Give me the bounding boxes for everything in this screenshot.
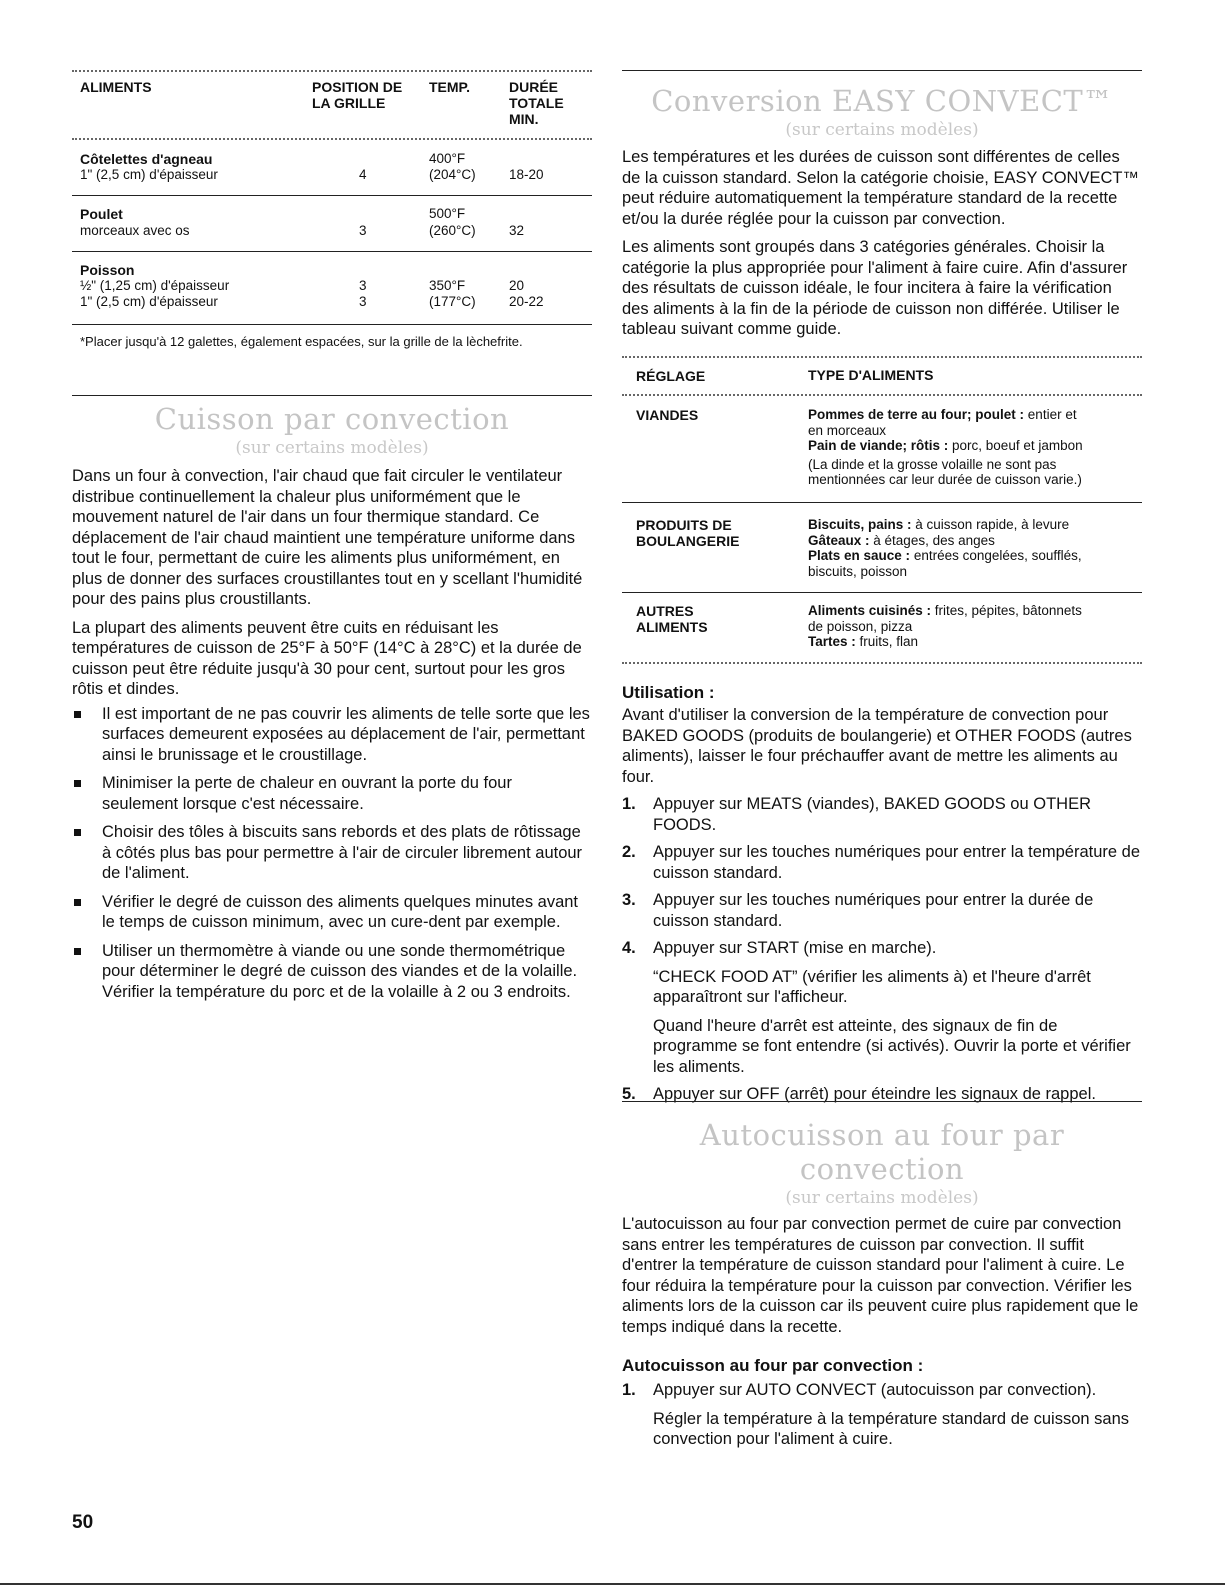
convection-section [72, 402, 592, 1002]
viandes-line3: porc, boeuf et jambon [948, 438, 1083, 453]
utilisation-steps [622, 794, 1142, 1105]
convection-para2: La plupart des aliments peuvent être cuits en réduisant les températures de cuisson de 25°F à 50°F (14°C à 28°C) et la durée de cuisson peut être réduite jusqu'à 30 pour cent, surtout pour les gros rôtis et dindes. [72, 618, 582, 698]
row-name: Poisson [80, 262, 135, 278]
category-autres [636, 603, 708, 635]
list-item [72, 892, 592, 933]
auto-convect-heading: Autocuisson au four par convection : [622, 1356, 924, 1375]
row-temp-c: (177°C) [429, 294, 476, 309]
row-position: 3 [359, 223, 367, 238]
table-top-rule [622, 356, 1142, 358]
easy-convect-section [622, 84, 1142, 340]
viandes-desc [808, 407, 1148, 488]
autres-line1: frites, pépites, bâtonnets [931, 603, 1082, 618]
header-rule [72, 138, 592, 140]
list-item [622, 890, 1142, 931]
step-number: 5. [622, 1085, 636, 1103]
category-produits [636, 517, 739, 549]
autres-cat-line1: AUTRES [636, 603, 694, 619]
produits-cat-line1: PRODUITS DE [636, 517, 732, 533]
list-item [72, 704, 592, 766]
row-name: Poulet [80, 206, 123, 222]
section-rule [72, 395, 592, 396]
row-position: 4 [359, 167, 367, 182]
bullet-icon [74, 711, 81, 718]
row-divider [72, 324, 592, 325]
step-text: Appuyer sur AUTO CONVECT (autocuisson par convection). [653, 1381, 1097, 1399]
produits-line3-bold: Plats en sauce : [808, 548, 911, 563]
page-number: 50 [72, 1512, 94, 1533]
autres-desc [808, 603, 1148, 650]
autres-cat-line2: ALIMENTS [636, 619, 708, 635]
step-number: 1. [622, 795, 636, 813]
viandes-line2: en morceaux [808, 422, 887, 438]
list-item [72, 941, 592, 1003]
viandes-line5: mentionnées car leur durée de cuisson varie.) [808, 472, 1082, 487]
row-divider [622, 502, 1142, 503]
header-reglage: RÉGLAGE [636, 368, 706, 384]
row-duree: 18-20 [509, 167, 544, 182]
easy-convect-title: Conversion EASY CONVECT™ [651, 84, 1113, 118]
autres-line3-bold: Tartes : [808, 634, 856, 649]
viandes-line1: entier et [1024, 407, 1077, 422]
header-position-2: LA GRILLE [312, 95, 386, 111]
bullet-text: Vérifier le degré de cuisson des aliments quelques minutes avant le temps de cuisson minimum, avec un cure-dent par exemple. [102, 892, 579, 931]
step-note: Quand l'heure d'arrêt est atteinte, des signaux de fin de programme se font entendre (si activés). Ouvrir la porte et vérifier les aliments. [653, 1016, 1131, 1076]
produits-cat-line2: BOULANGERIE [636, 533, 740, 549]
row-name: Côtelettes d'agneau [80, 151, 213, 167]
header-rule [622, 394, 1142, 396]
row-divider [72, 195, 592, 196]
viandes-line3-bold: Pain de viande; rôtis : [808, 438, 949, 453]
step-text: Appuyer sur les touches numériques pour entrer la durée de cuisson standard. [653, 891, 1094, 930]
list-item [622, 1380, 1142, 1450]
header-aliments: ALIMENTS [80, 79, 152, 95]
step-text: Appuyer sur OFF (arrêt) pour éteindre les signaux de rappel. [653, 1085, 1096, 1103]
header-position-1: POSITION DE [312, 79, 403, 95]
autres-line3: fruits, flan [855, 634, 919, 649]
table-bottom-rule [622, 662, 1142, 664]
autres-line1-bold: Aliments cuisinés : [808, 603, 932, 618]
step-note: Régler la température à la température standard de cuisson sans convection pour l'aliment à cuire. [653, 1409, 1130, 1448]
row-detail: 1" (2,5 cm) d'épaisseur [80, 167, 218, 182]
table-top-rule [72, 70, 592, 72]
auto-convect-subtitle: (sur certains modèles) [785, 1188, 979, 1208]
header-duree-3: MIN. [509, 111, 539, 127]
bullet-icon [74, 780, 81, 787]
viandes-line4: (La dinde et la grosse volaille ne sont pas [808, 456, 1057, 472]
utilisation-heading: Utilisation : [622, 683, 715, 702]
list-item [622, 794, 1142, 835]
produits-line2: à étages, des anges [869, 532, 995, 548]
row-temp-c: (260°C) [429, 223, 476, 238]
easy-convect-subtitle: (sur certains modèles) [785, 120, 979, 140]
step-number: 4. [622, 939, 636, 957]
header-duree-1: DURÉE [509, 79, 559, 95]
row-divider [72, 251, 592, 252]
row-temp-c: (204°C) [429, 167, 476, 182]
list-item [622, 842, 1142, 883]
convection-subtitle: (sur certains modèles) [235, 438, 429, 458]
step-number: 3. [622, 891, 636, 909]
header-temp: TEMP. [429, 79, 470, 95]
category-viandes: VIANDES [636, 407, 699, 423]
section-rule [622, 70, 1142, 71]
row-temp-f: 500°F [429, 206, 466, 221]
row-temp-f: 400°F [429, 151, 466, 166]
row-temp-f: 350°F [429, 278, 466, 293]
easy-convect-para1: Les températures et les durées de cuisson sont différentes de celles de la cuisson standard. Selon la catégorie choisie, EASY CONVECT™ peut réduire automatiquement la température standard de la recette et/ou la durée réglée pour la cuisson par convection. [622, 148, 1139, 228]
auto-convect-para: L'autocuisson au four par convection permet de cuire par convection sans entrer les températures de cuisson par convection. Il suffit d'entrer la température de cuisson standard pour l'aliment à cuire. Le four réduira la température pour la cuisson par convection. Vérifier les aliments lors de la cuisson car ils peuvent cuire plus rapidement que le temps indiqué dans la recette. [622, 1215, 1139, 1336]
step-number: 2. [622, 843, 636, 861]
row-duree: 32 [509, 223, 525, 238]
convection-bullet-list [72, 704, 592, 1003]
produits-line2-bold: Gâteaux : [808, 532, 870, 548]
auto-convect-title: Autocuisson au four par convection [699, 1118, 1065, 1186]
bullet-text: Choisir des tôles à biscuits sans rebords et des plats de rôtissage à côtés plus bas pour permettre à l'air de circuler librement autour de l'aliment. [102, 823, 583, 882]
produits-line3: entrées congelées, soufflés, [910, 548, 1082, 563]
row-position: 3 [359, 294, 367, 309]
convection-title: Cuisson par convection [154, 402, 510, 436]
viandes-line1-bold: Pommes de terre au four; poulet : [808, 407, 1025, 422]
row-detail: ½" (1,25 cm) d'épaisseur [80, 278, 230, 293]
bullet-text: Utiliser un thermomètre à viande ou une sonde thermométrique pour déterminer le degré de cuisson des viandes et de la volaille. Vérifier la température du porc et de la volaille à 2 ou 3 endroits. [102, 941, 578, 1001]
bullet-icon [74, 829, 81, 836]
step-text: Appuyer sur MEATS (viandes), BAKED GOODS ou OTHER FOODS. [653, 795, 1091, 834]
row-detail: morceaux avec os [80, 223, 190, 238]
list-item [72, 773, 592, 814]
row-duree: 20-22 [509, 294, 544, 309]
bullet-icon [74, 948, 81, 955]
step-number: 1. [622, 1381, 636, 1399]
utilisation-section [622, 682, 1142, 1105]
produits-line1-bold: Biscuits, pains : [808, 517, 912, 532]
utilisation-intro: Avant d'utiliser la conversion de la température de convection pour BAKED GOODS (produits de boulangerie) et OTHER FOODS (autres aliments), laisser le four préchauffer avant de mettre les aliments au four. [622, 706, 1132, 786]
bullet-icon [74, 899, 81, 906]
row-position: 3 [359, 278, 367, 293]
convection-intro: Dans un four à convection, l'air chaud que fait circuler le ventilateur distribue continuellement la chaleur plus uniformément que le mouvement naturel de l'air dans un four thermique standard. Ce déplacement de l'air chaud maintient une température uniforme dans tout le four, permettant de cuire les aliments plus uniformément, en plus de donner des surfaces croustillantes tout en y scellant l'humidité pour des pains plus croustillants. [72, 467, 583, 608]
autres-line2: de poisson, pizza [808, 618, 913, 634]
bullet-text: Il est important de ne pas couvrir les aliments de telle sorte que les surfaces demeurent exposées au déplacement de l'air, permettant ainsi le brunissage et le croustillage. [102, 704, 590, 764]
list-item [622, 938, 1142, 1077]
row-duree: 20 [509, 278, 525, 293]
step-text: Appuyer sur les touches numériques pour entrer la température de cuisson standard. [653, 843, 1141, 882]
produits-line4: biscuits, poisson [808, 563, 908, 579]
auto-convect-section [622, 1118, 1142, 1450]
step-note: “CHECK FOOD AT” (vérifier les aliments à) et l'heure d'arrêt apparaîtront sur l'afficheur. [653, 967, 1091, 1006]
row-divider [622, 592, 1142, 593]
produits-line1: à cuisson rapide, à levure [911, 517, 1070, 532]
easy-convect-para2: Les aliments sont groupés dans 3 catégories générales. Choisir la catégorie la plus appropriée pour l'aliment à faire cuire. Afin d'assurer des résultats de cuisson idéale, le four incitera à faire la vérification des aliments à la fin de la période de cuisson non différée. Utiliser le tableau suivant comme guide. [622, 238, 1128, 338]
table-footnote: *Placer jusqu'à 12 galettes, également espacées, sur la grille de la lèchefrite. [80, 334, 523, 349]
header-type: TYPE D'ALIMENTS [808, 367, 934, 383]
bullet-text: Minimiser la perte de chaleur en ouvrant la porte du four seulement lorsque c'est nécessaire. [102, 774, 512, 813]
step-text: Appuyer sur START (mise en marche). [653, 939, 937, 957]
section-rule [622, 1101, 1142, 1102]
list-item [72, 822, 592, 884]
row-detail: 1" (2,5 cm) d'épaisseur [80, 294, 218, 309]
header-duree-2: TOTALE [509, 95, 564, 111]
produits-desc [808, 517, 1148, 579]
